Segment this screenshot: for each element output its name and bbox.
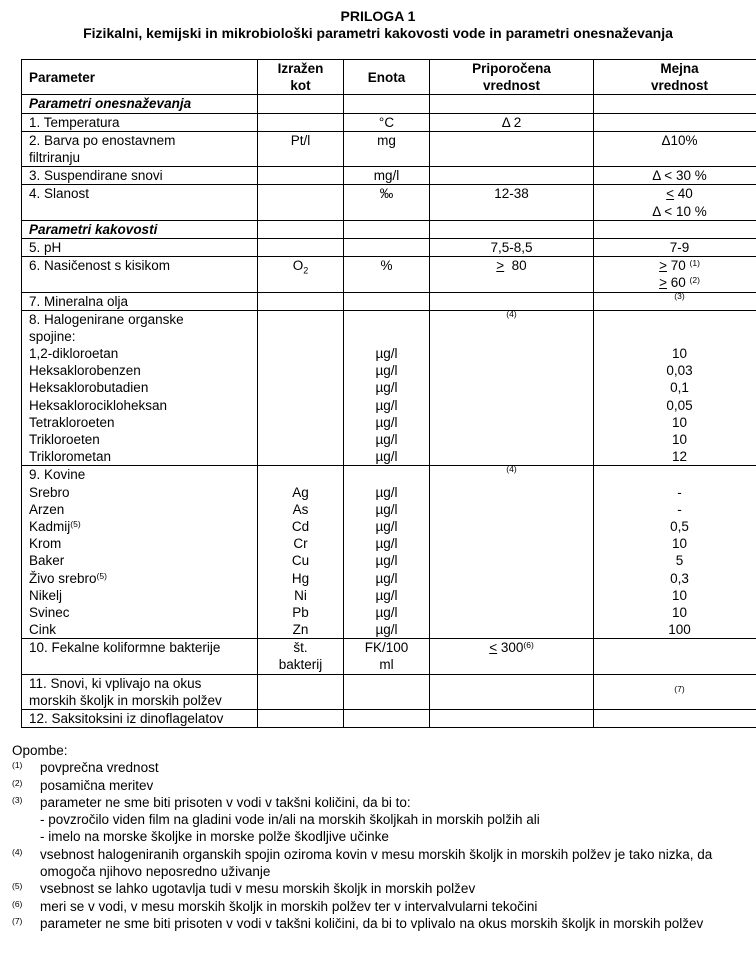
footnote-3-sub-1: - povzročilo viden film na gladini vode in/ali na morskih školjkah in morskih polžih ali <box>40 812 540 828</box>
param-unit: ‰ <box>344 185 430 220</box>
section-row-pollution <box>22 95 756 113</box>
param-limit: 10 0,03 0,1 0,05 10 10 12 <box>594 310 756 466</box>
header-limit: Mejna vrednost <box>594 60 756 95</box>
param-recommended: (4) <box>430 466 594 639</box>
param-unit: mg <box>344 131 430 166</box>
param-expressed: $O_2$ <box>258 257 344 292</box>
table-row <box>22 257 756 292</box>
footnote-3-sub-2: - imelo na morske školjke in morske polže škodljive učinke <box>40 829 389 845</box>
section-title: Parametri kakovosti <box>22 220 258 238</box>
table-header-row <box>22 60 756 95</box>
param-name: 3. Suspendirane snovi <box>22 167 258 185</box>
footnote-2: (2) posamična meritev <box>12 777 154 793</box>
param-name: 2. Barva po enostavnem filtriranju <box>22 131 258 166</box>
param-limit: - - 0,5 10 5 0,3 10 10 100 <box>594 466 756 639</box>
param-expressed: št. bakterij <box>258 639 344 674</box>
section-row-quality <box>22 220 756 238</box>
footnotes <box>12 742 742 932</box>
param-unit: mg/l <box>344 167 430 185</box>
param-limit: Δ < 30 % <box>594 167 756 185</box>
annex-title: PRILOGA 1 <box>340 8 416 24</box>
param-expressed: Ag As Cd Cr Cu Hg Ni Pb Zn <box>258 466 344 639</box>
param-recommended: > 80 <box>430 257 594 292</box>
param-unit: FK/100 ml <box>344 639 430 674</box>
footnote-1: (1) povprečna vrednost <box>12 760 159 776</box>
param-limit: 7-9 <box>594 238 756 256</box>
param-limit: (3) <box>594 292 756 310</box>
footnotes-heading: Opombe: <box>12 743 68 758</box>
param-name: 9. Kovine Srebro Arzen Kadmij$^{(5)}$ Krom Baker Živo srebro$^{(5)}$ Nikelj Svinec Cink <box>22 466 258 639</box>
param-name: 8. Halogenirane organske spojine: 1,2-dikloroetan Heksaklorobenzen Heksaklorobutadien Heksaklorocikloheksan Tetrakloroeten Trikloroeten Triklorometan <box>22 310 258 466</box>
param-recommended: (4) <box>430 310 594 466</box>
param-unit: % <box>344 257 430 292</box>
param-limit: Δ10% <box>594 131 756 166</box>
header-parameter: Parameter <box>22 60 258 95</box>
table-row <box>22 639 756 674</box>
param-unit: °C <box>344 113 430 131</box>
table-row <box>22 310 756 466</box>
footnote-3: (3) parameter ne sme biti prisoten v vodi v takšni količini, da bi to: <box>12 794 411 810</box>
table-row <box>22 167 756 185</box>
table-row <box>22 113 756 131</box>
param-limit: < 40 Δ < 10 % <box>594 185 756 220</box>
table-row <box>22 292 756 310</box>
table-row <box>22 710 756 728</box>
param-name: 4. Slanost <box>22 185 258 220</box>
param-limit: > 70 $^{(1)}$ > 60 $^{(2)}$ <box>594 257 756 292</box>
parameters-table <box>21 59 756 728</box>
param-unit: µg/l µg/l µg/l µg/l µg/l µg/l µg/l <box>344 310 430 466</box>
table-row <box>22 674 756 709</box>
param-recommended: 12-38 <box>430 185 594 220</box>
param-unit: µg/l µg/l µg/l µg/l µg/l µg/l µg/l µg/l µg/l <box>344 466 430 639</box>
param-name: 12. Saksitoksini iz dinoflagelatov <box>22 710 258 728</box>
footnote-6: (6) meri se v vodi, v mesu morskih školjk in morskih polžev ter v intervalvularni tekočini <box>12 898 538 914</box>
param-name: 1. Temperatura <box>22 113 258 131</box>
param-expressed: Pt/l <box>258 131 344 166</box>
footnote-7: (7) parameter ne sme biti prisoten v vodi v takšni količini, da bi to vplivalo na okus morskih školjk in morskih polžev <box>12 915 704 931</box>
param-recommended: 7,5-8,5 <box>430 238 594 256</box>
param-name: 11. Snovi, ki vplivajo na okus morskih školjk in morskih polžev <box>22 674 258 709</box>
param-name: 7. Mineralna olja <box>22 292 258 310</box>
param-recommended: < $300^{(6)}$ <box>430 639 594 674</box>
param-recommended: Δ 2 <box>430 113 594 131</box>
header-unit: Enota <box>344 60 430 95</box>
footnote-4: (4) vsebnost halogeniranih organskih spojin oziroma kovin v mesu morskih školjk in morskih polžev je tako nizka, da omogoča njihovo neposredno uživanje <box>12 846 713 880</box>
header-recommended: Priporočena vrednost <box>430 60 594 95</box>
document-subtitle: Fizikalni, kemijski in mikrobiološki parametri kakovosti vode in parametri onesnaževanja <box>83 25 673 41</box>
table-row <box>22 466 756 639</box>
section-title: Parametri onesnaževanja <box>22 95 258 113</box>
param-limit: (7) <box>594 674 756 709</box>
param-name: 10. Fekalne koliformne bakterije <box>22 639 258 674</box>
table-row <box>22 131 756 166</box>
param-name: 6. Nasičenost s kisikom <box>22 257 258 292</box>
footnote-5: (5) vsebnost se lahko ugotavlja tudi v mesu morskih školjk in morskih polžev <box>12 881 476 897</box>
table-row <box>22 238 756 256</box>
header-expressed: Izražen kot <box>258 60 344 95</box>
param-name: 5. pH <box>22 238 258 256</box>
table-row <box>22 185 756 220</box>
